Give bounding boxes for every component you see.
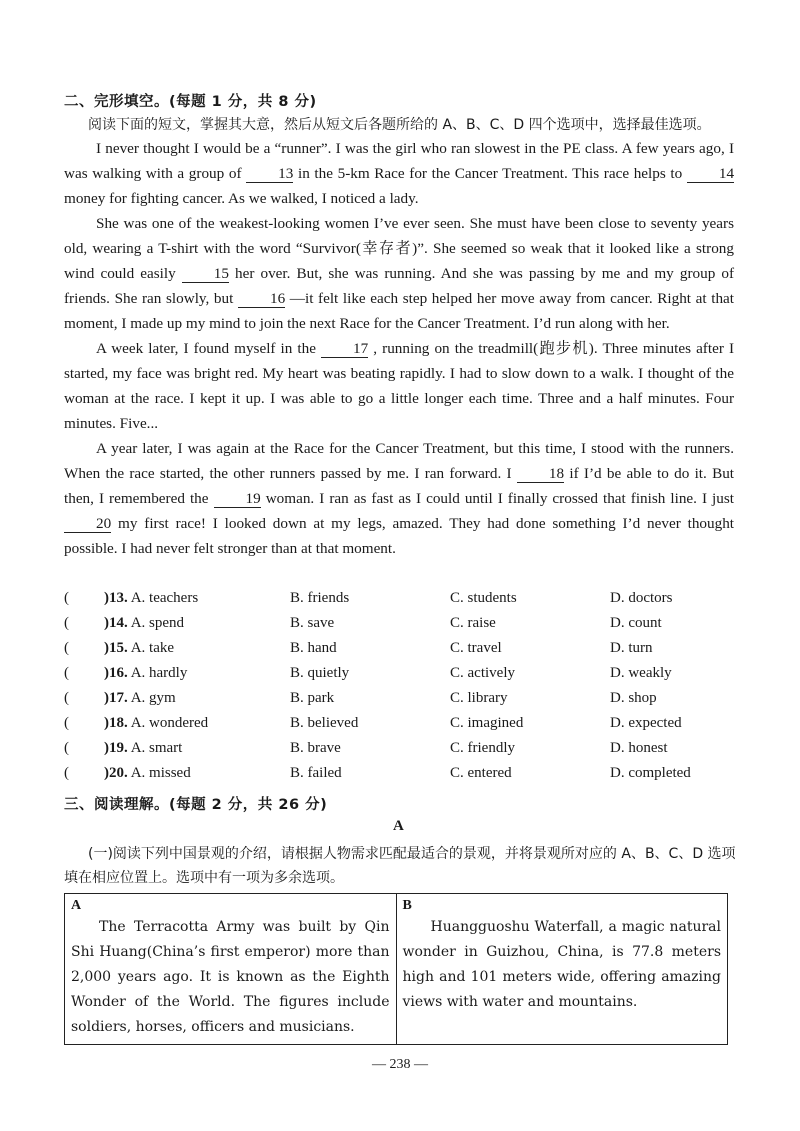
option-b: B. quietly	[290, 665, 350, 681]
question-number: )18.	[104, 715, 128, 731]
option-d: D. shop	[610, 690, 657, 706]
scenes-table	[64, 893, 728, 1045]
question-number: )13.	[104, 590, 128, 606]
option-a: A. wondered	[130, 715, 209, 731]
scene-label: A	[71, 898, 82, 913]
blank-18[interactable]: 18	[517, 466, 564, 483]
option-c: C. imagined	[450, 715, 524, 731]
option-b: B. hand	[290, 640, 337, 656]
option-c: C. travel	[450, 640, 502, 656]
passage-paragraph: A year later, I was again at the Race for the Cancer Treatment, but this time, I stood with the runners. When the race started, the other runners passed by me. I ran forward. I 18 if I’d be able to do it. But then, I remembered the 19 woman. I ran as fast as I could until I finally crossed that finish line. I just 20 my first race! I looked down at my legs, amazed. They had done something I’d never thought possible. I had never felt stronger than at that moment.	[64, 440, 735, 557]
question-row	[64, 690, 744, 715]
question-number: )15.	[104, 640, 128, 656]
scene-description: Huangguoshu Waterfall, a magic natural wonder in Guizhou, China, is 77.8 meters high and 101 meters wide, offering amazing views with water and mountains.	[402, 919, 721, 1010]
scene-label: B	[402, 898, 412, 913]
passage-paragraph: I never thought I would be a “runner”. I was the girl who ran slowest in the PE class. A few years ago, I was walking with a group of 13 in the 5-km Race for the Cancer Treatment. This race helps to 14 money for fighting cancer. As we walked, I noticed a lady.	[64, 140, 735, 207]
cloze-passage	[64, 136, 734, 561]
option-a: A. missed	[130, 765, 191, 781]
question-row	[64, 640, 744, 665]
option-d: D. turn	[610, 640, 653, 656]
option-c: C. students	[450, 590, 517, 606]
option-d: D. weakly	[610, 665, 672, 681]
section-3-instruction: (一)阅读下列中国景观的介绍，请根据人物需求匹配最适合的景观，并将景观所对应的 A、B、C、D 选项填在相应位置上。选项中有一项为多余选项。	[64, 846, 736, 886]
option-a: A. teachers	[130, 590, 199, 606]
section-2-instruction: 阅读下面的短文，掌握其大意，然后从短文后各题所给的 A、B、C、D 四个选项中，选择最佳选项。	[88, 117, 711, 133]
option-b: B. brave	[290, 740, 341, 756]
blank-19[interactable]: 19	[214, 491, 261, 508]
option-b: B. save	[290, 615, 335, 631]
question-number: )17.	[104, 690, 128, 706]
answer-options	[64, 590, 744, 790]
option-d: D. honest	[610, 740, 668, 756]
blank-17[interactable]: 17	[321, 341, 368, 358]
scene-cell-a	[65, 894, 397, 1045]
option-c: C. entered	[450, 765, 512, 781]
answer-slot[interactable]: (	[64, 715, 69, 731]
question-row	[64, 765, 744, 790]
option-d: D. count	[610, 615, 662, 631]
option-a: A. hardly	[130, 665, 188, 681]
answer-slot[interactable]: (	[64, 665, 69, 681]
passage-paragraph: She was one of the weakest-looking women I’ve ever seen. She must have been close to seventy years old, wearing a T-shirt with the word “Survivor(幸存者)”. She seemed so weak that it looked like a strong wind could easily 15 her over. But, she was running. And she was passing by me and my group of friends. She ran slowly, but 16 —it felt like each step helped her move away from cancer. Right at that moment, I made up my mind to join the next Race for the Cancer Treatment. I’d run along with her.	[64, 215, 735, 332]
option-a: A. gym	[130, 690, 176, 706]
blank-15[interactable]: 15	[182, 266, 229, 283]
question-row	[64, 590, 744, 615]
question-number: )14.	[104, 615, 128, 631]
answer-slot[interactable]: (	[64, 590, 69, 606]
passage-paragraph: A week later, I found myself in the 17 , running on the treadmill(跑步机). Three minutes after I started, my face was bright red. My heart was beating rapidly. I had to slow down to a walk. I thought of the woman at the race. I kept it up. I was able to go a little longer each time. Three and a half minutes. Four minutes. Five...	[64, 340, 735, 432]
question-row	[64, 615, 744, 640]
answer-slot[interactable]: (	[64, 740, 69, 756]
option-a: A. smart	[130, 740, 183, 756]
option-c: C. raise	[450, 615, 496, 631]
scene-cell-b	[396, 894, 728, 1045]
page-number: — 238 —	[372, 1057, 428, 1072]
blank-13[interactable]: 13	[246, 166, 293, 183]
option-a: A. spend	[130, 615, 185, 631]
option-c: C. library	[450, 690, 508, 706]
blank-14[interactable]: 14	[687, 166, 734, 183]
section-3-title: 三、阅读理解。(每题 2 分，共 26 分)	[64, 797, 328, 813]
option-b: B. believed	[290, 715, 359, 731]
answer-slot[interactable]: (	[64, 615, 69, 631]
question-number: )19.	[104, 740, 128, 756]
option-d: D. doctors	[610, 590, 673, 606]
option-b: B. park	[290, 690, 335, 706]
question-number: )20.	[104, 765, 128, 781]
question-number: )16.	[104, 665, 128, 681]
part-label: A	[393, 818, 404, 834]
option-c: C. actively	[450, 665, 515, 681]
option-d: D. expected	[610, 715, 682, 731]
blank-16[interactable]: 16	[238, 291, 285, 308]
option-b: B. friends	[290, 590, 350, 606]
scene-description: The Terracotta Army was built by Qin Shi Huang(China’s first emperor) more than 2,000 years ago. It is known as the Eighth Wonder of the World. The figures include soldiers, horses, officers and musicians.	[71, 919, 390, 1035]
section-2-title: 二、完形填空。(每题 1 分，共 8 分)	[64, 94, 317, 110]
question-row	[64, 665, 744, 690]
option-a: A. take	[130, 640, 175, 656]
answer-slot[interactable]: (	[64, 640, 69, 656]
answer-slot[interactable]: (	[64, 765, 69, 781]
question-row	[64, 715, 744, 740]
answer-slot[interactable]: (	[64, 690, 69, 706]
option-c: C. friendly	[450, 740, 515, 756]
option-b: B. failed	[290, 765, 342, 781]
blank-20[interactable]: 20	[64, 516, 111, 533]
question-row	[64, 740, 744, 765]
option-d: D. completed	[610, 765, 691, 781]
